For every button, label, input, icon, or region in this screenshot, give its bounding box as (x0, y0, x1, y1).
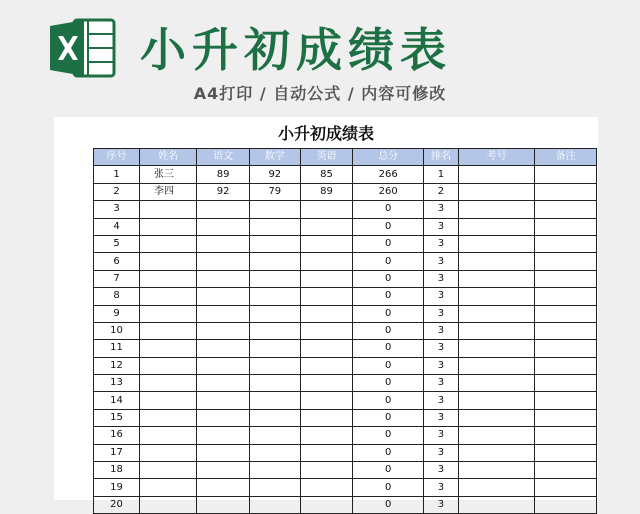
cell-name[interactable] (140, 357, 197, 374)
cell-seq[interactable]: 10 (94, 322, 140, 339)
cell-math[interactable] (250, 357, 301, 374)
cell-chinese[interactable] (197, 253, 250, 270)
cell-rank[interactable]: 3 (424, 444, 459, 461)
page-headline: 小升初成绩表 (140, 23, 452, 77)
cell-total[interactable]: 0 (353, 270, 424, 287)
table-row (94, 444, 597, 461)
cell-exam-no[interactable] (458, 409, 534, 426)
table-row (94, 340, 597, 357)
cell-english[interactable] (300, 322, 353, 339)
cell-name[interactable] (140, 340, 197, 357)
table-row (94, 427, 597, 444)
cell-total[interactable]: 0 (353, 322, 424, 339)
cell-english[interactable]: 89 (300, 183, 353, 200)
cell-remark[interactable] (535, 201, 597, 218)
cell-exam-no[interactable] (458, 305, 534, 322)
table-header-row (94, 149, 597, 166)
cell-english[interactable] (300, 479, 353, 496)
cell-math[interactable]: 79 (250, 183, 301, 200)
cell-seq[interactable]: 3 (94, 201, 140, 218)
cell-rank[interactable]: 1 (424, 166, 459, 183)
cell-math[interactable] (250, 218, 301, 235)
cell-remark[interactable] (535, 218, 597, 235)
cell-english[interactable] (300, 305, 353, 322)
cell-seq[interactable]: 9 (94, 305, 140, 322)
cell-english[interactable] (300, 288, 353, 305)
page-subtitle: A4打印 / 自动公式 / 内容可修改 (193, 84, 447, 103)
cell-remark[interactable] (535, 270, 597, 287)
cell-remark[interactable] (535, 444, 597, 461)
cell-total[interactable]: 0 (353, 375, 424, 392)
column-header-remark: 备注 (535, 149, 597, 166)
cell-seq[interactable]: 14 (94, 392, 140, 409)
cell-remark[interactable] (535, 357, 597, 374)
cell-english[interactable] (300, 340, 353, 357)
cell-remark[interactable] (535, 305, 597, 322)
column-header-rank: 排名 (424, 149, 459, 166)
cell-rank[interactable]: 3 (424, 462, 459, 479)
cell-total[interactable]: 0 (353, 462, 424, 479)
cell-math[interactable] (250, 462, 301, 479)
table-row (94, 288, 597, 305)
cell-seq[interactable]: 1 (94, 166, 140, 183)
cell-math[interactable] (250, 392, 301, 409)
cell-seq[interactable]: 2 (94, 183, 140, 200)
table-row (94, 253, 597, 270)
cell-seq[interactable]: 6 (94, 253, 140, 270)
cell-seq[interactable]: 20 (94, 496, 140, 513)
cell-name[interactable] (140, 253, 197, 270)
cell-english[interactable] (300, 462, 353, 479)
cell-remark[interactable] (535, 427, 597, 444)
cell-rank[interactable]: 3 (424, 375, 459, 392)
cell-exam-no[interactable] (458, 375, 534, 392)
cell-name[interactable] (140, 392, 197, 409)
cell-remark[interactable] (535, 322, 597, 339)
cell-exam-no[interactable] (458, 357, 534, 374)
cell-rank[interactable]: 3 (424, 479, 459, 496)
cell-seq[interactable]: 7 (94, 270, 140, 287)
cell-chinese[interactable] (197, 392, 250, 409)
cell-seq[interactable]: 17 (94, 444, 140, 461)
table-row (94, 462, 597, 479)
cell-math[interactable] (250, 322, 301, 339)
cell-remark[interactable] (535, 462, 597, 479)
cell-name[interactable] (140, 322, 197, 339)
cell-rank[interactable]: 3 (424, 201, 459, 218)
cell-remark[interactable] (535, 409, 597, 426)
cell-rank[interactable]: 2 (424, 183, 459, 200)
cell-rank[interactable]: 3 (424, 270, 459, 287)
cell-math[interactable] (250, 288, 301, 305)
cell-name[interactable] (140, 427, 197, 444)
cell-remark[interactable] (535, 253, 597, 270)
cell-name[interactable] (140, 409, 197, 426)
cell-math[interactable] (250, 427, 301, 444)
cell-math[interactable] (250, 201, 301, 218)
cell-remark[interactable] (535, 166, 597, 183)
cell-chinese[interactable] (197, 340, 250, 357)
cell-exam-no[interactable] (458, 288, 534, 305)
cell-chinese[interactable] (197, 235, 250, 252)
cell-chinese[interactable] (197, 479, 250, 496)
column-header-math: 数学 (250, 149, 301, 166)
cell-english[interactable] (300, 270, 353, 287)
cell-exam-no[interactable] (458, 427, 534, 444)
cell-rank[interactable]: 3 (424, 253, 459, 270)
cell-chinese[interactable] (197, 270, 250, 287)
column-header-chinese: 语文 (197, 149, 250, 166)
cell-total[interactable]: 0 (353, 340, 424, 357)
cell-exam-no[interactable] (458, 340, 534, 357)
table-row (94, 270, 597, 287)
cell-math[interactable] (250, 479, 301, 496)
cell-exam-no[interactable] (458, 392, 534, 409)
cell-rank[interactable]: 3 (424, 409, 459, 426)
column-header-seq: 序号 (94, 149, 140, 166)
cell-math[interactable] (250, 305, 301, 322)
cell-total[interactable]: 0 (353, 479, 424, 496)
cell-total[interactable]: 0 (353, 305, 424, 322)
cell-chinese[interactable] (197, 375, 250, 392)
cell-exam-no[interactable] (458, 479, 534, 496)
cell-total[interactable]: 0 (353, 444, 424, 461)
cell-chinese[interactable] (197, 218, 250, 235)
cell-english[interactable] (300, 375, 353, 392)
cell-remark[interactable] (535, 183, 597, 200)
cell-name[interactable] (140, 444, 197, 461)
cell-name[interactable] (140, 462, 197, 479)
cell-total[interactable]: 0 (353, 218, 424, 235)
cell-exam-no[interactable] (458, 166, 534, 183)
cell-total[interactable]: 0 (353, 235, 424, 252)
table-row (94, 166, 597, 183)
cell-exam-no[interactable] (458, 218, 534, 235)
cell-exam-no[interactable] (458, 183, 534, 200)
cell-exam-no[interactable] (458, 444, 534, 461)
cell-total[interactable]: 0 (353, 409, 424, 426)
cell-chinese[interactable] (197, 357, 250, 374)
cell-seq[interactable]: 13 (94, 375, 140, 392)
table-row (94, 409, 597, 426)
cell-remark[interactable] (535, 375, 597, 392)
cell-total[interactable]: 266 (353, 166, 424, 183)
column-header-name: 姓名 (140, 149, 197, 166)
sheet-title: 小升初成绩表 (277, 124, 374, 143)
cell-remark[interactable] (535, 340, 597, 357)
cell-rank[interactable]: 3 (424, 218, 459, 235)
cell-math[interactable] (250, 409, 301, 426)
cell-total[interactable]: 0 (353, 201, 424, 218)
cell-name[interactable] (140, 375, 197, 392)
cell-remark[interactable] (535, 479, 597, 496)
cell-name[interactable] (140, 270, 197, 287)
cell-english[interactable]: 85 (300, 166, 353, 183)
cell-seq[interactable]: 4 (94, 218, 140, 235)
cell-name[interactable] (140, 218, 197, 235)
cell-remark[interactable] (535, 235, 597, 252)
cell-math[interactable] (250, 270, 301, 287)
table-row (94, 496, 597, 513)
cell-seq[interactable]: 18 (94, 462, 140, 479)
cell-chinese[interactable] (197, 409, 250, 426)
cell-english[interactable] (300, 496, 353, 513)
cell-name[interactable] (140, 305, 197, 322)
cell-name[interactable] (140, 235, 197, 252)
cell-remark[interactable] (535, 496, 597, 513)
cell-name[interactable]: 李四 (140, 183, 197, 200)
cell-seq[interactable]: 15 (94, 409, 140, 426)
cell-seq[interactable]: 11 (94, 340, 140, 357)
cell-rank[interactable]: 3 (424, 392, 459, 409)
cell-english[interactable] (300, 409, 353, 426)
cell-name[interactable] (140, 201, 197, 218)
cell-chinese[interactable] (197, 288, 250, 305)
cell-chinese[interactable] (197, 427, 250, 444)
table-row (94, 375, 597, 392)
cell-math[interactable] (250, 253, 301, 270)
cell-rank[interactable]: 3 (424, 305, 459, 322)
cell-exam-no[interactable] (458, 270, 534, 287)
score-sheet (54, 117, 598, 510)
table-row (94, 322, 597, 339)
cell-exam-no[interactable] (458, 253, 534, 270)
cell-remark[interactable] (535, 288, 597, 305)
cell-math[interactable]: 92 (250, 166, 301, 183)
cell-remark[interactable] (535, 392, 597, 409)
cell-english[interactable] (300, 235, 353, 252)
score-table (93, 148, 597, 514)
cell-seq[interactable]: 19 (94, 479, 140, 496)
cell-rank[interactable]: 3 (424, 496, 459, 513)
table-row (94, 357, 597, 374)
cell-rank[interactable]: 3 (424, 357, 459, 374)
cell-rank[interactable]: 3 (424, 288, 459, 305)
cell-exam-no[interactable] (458, 496, 534, 513)
cell-english[interactable] (300, 444, 353, 461)
cell-math[interactable] (250, 340, 301, 357)
cell-total[interactable]: 0 (353, 357, 424, 374)
cell-english[interactable] (300, 357, 353, 374)
cell-exam-no[interactable] (458, 322, 534, 339)
cell-total[interactable]: 0 (353, 427, 424, 444)
table-row (94, 183, 597, 200)
cell-exam-no[interactable] (458, 201, 534, 218)
cell-exam-no[interactable] (458, 462, 534, 479)
table-row (94, 392, 597, 409)
cell-name[interactable] (140, 288, 197, 305)
cell-math[interactable] (250, 375, 301, 392)
cell-seq[interactable]: 12 (94, 357, 140, 374)
cell-chinese[interactable] (197, 322, 250, 339)
cell-math[interactable] (250, 496, 301, 513)
cell-total[interactable]: 0 (353, 253, 424, 270)
cell-english[interactable] (300, 218, 353, 235)
cell-chinese[interactable] (197, 444, 250, 461)
cell-chinese[interactable]: 92 (197, 183, 250, 200)
cell-chinese[interactable] (197, 462, 250, 479)
table-row (94, 235, 597, 252)
column-header-total: 总分 (353, 149, 424, 166)
cell-math[interactable] (250, 444, 301, 461)
cell-chinese[interactable] (197, 496, 250, 513)
cell-seq[interactable]: 16 (94, 427, 140, 444)
cell-rank[interactable]: 3 (424, 340, 459, 357)
cell-chinese[interactable]: 89 (197, 166, 250, 183)
cell-english[interactable] (300, 201, 353, 218)
cell-total[interactable]: 260 (353, 183, 424, 200)
cell-total[interactable]: 0 (353, 392, 424, 409)
table-row (94, 479, 597, 496)
excel-logo-icon (48, 18, 118, 78)
cell-name[interactable]: 张三 (140, 166, 197, 183)
cell-total[interactable]: 0 (353, 288, 424, 305)
table-row (94, 201, 597, 218)
cell-rank[interactable]: 3 (424, 427, 459, 444)
cell-chinese[interactable] (197, 201, 250, 218)
cell-rank[interactable]: 3 (424, 235, 459, 252)
cell-english[interactable] (300, 253, 353, 270)
table-row (94, 218, 597, 235)
cell-name[interactable] (140, 479, 197, 496)
cell-rank[interactable]: 3 (424, 322, 459, 339)
cell-english[interactable] (300, 427, 353, 444)
column-header-english: 英语 (300, 149, 353, 166)
cell-seq[interactable]: 5 (94, 235, 140, 252)
cell-exam-no[interactable] (458, 235, 534, 252)
cell-seq[interactable]: 8 (94, 288, 140, 305)
cell-math[interactable] (250, 235, 301, 252)
cell-chinese[interactable] (197, 305, 250, 322)
column-header-exam-no: 考号 (458, 149, 534, 166)
table-row (94, 305, 597, 322)
cell-total[interactable]: 0 (353, 496, 424, 513)
cell-name[interactable] (140, 496, 197, 513)
cell-english[interactable] (300, 392, 353, 409)
